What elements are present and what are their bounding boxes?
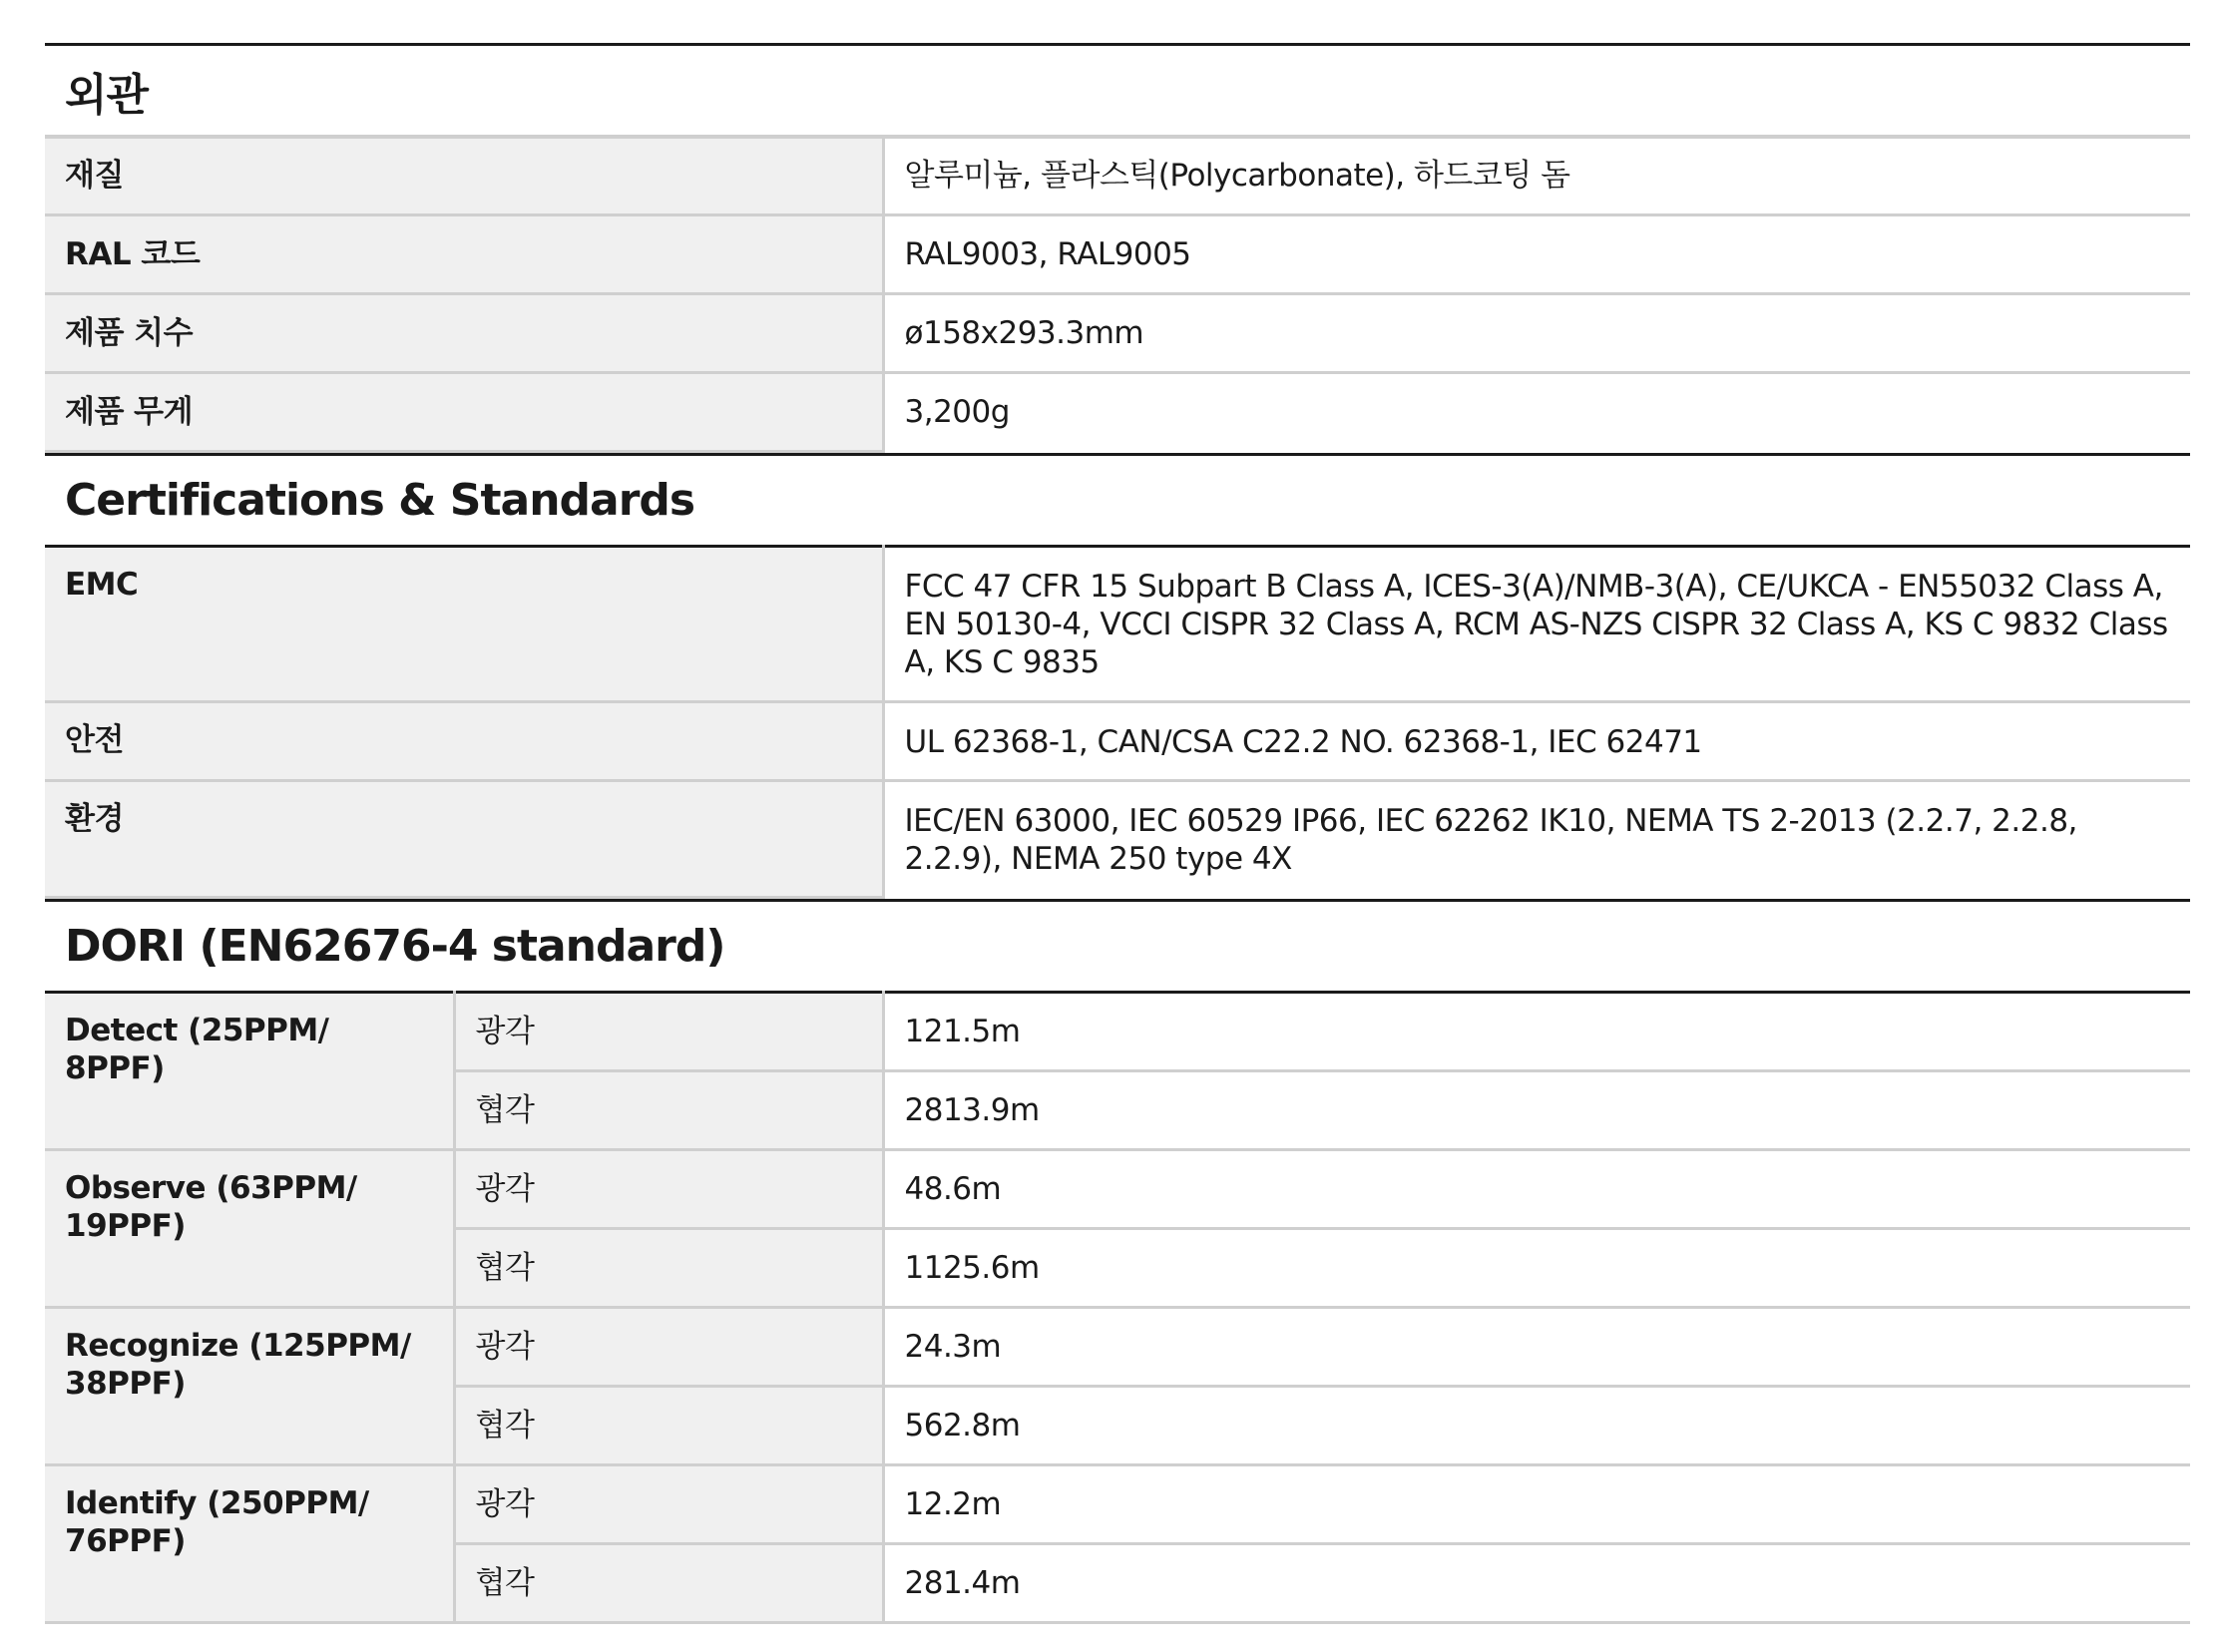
- row-label: RAL 코드: [45, 214, 883, 293]
- section-title-dori: DORI (EN62676-4 standard): [45, 899, 2190, 991]
- section-title-appearance: 외관: [45, 43, 2190, 135]
- section-title-certifications: Certifications & Standards: [45, 453, 2190, 545]
- row-value: UL 62368-1, CAN/CSA C22.2 NO. 62368-1, IEC 62471: [883, 701, 2190, 780]
- table-row: [45, 1464, 2190, 1543]
- wide-angle-value: 48.6m: [883, 1149, 2190, 1228]
- tele-angle-label: 협각: [454, 1543, 883, 1622]
- tele-angle-label: 협각: [454, 1070, 883, 1149]
- row-label: 안전: [45, 701, 883, 780]
- row-label: 환경: [45, 780, 883, 897]
- wide-angle-label: 광각: [454, 992, 883, 1070]
- dori-level-observe: Observe (63PPM/ 19PPF): [45, 1149, 454, 1307]
- row-label: 제품 치수: [45, 293, 883, 372]
- row-label: 재질: [45, 137, 883, 214]
- wide-angle-label: 광각: [454, 1149, 883, 1228]
- wide-angle-value: 121.5m: [883, 992, 2190, 1070]
- tele-angle-label: 협각: [454, 1228, 883, 1307]
- tele-angle-value: 2813.9m: [883, 1070, 2190, 1149]
- table-row: [45, 137, 2190, 214]
- table-row: [45, 992, 2190, 1070]
- wide-angle-value: 24.3m: [883, 1307, 2190, 1386]
- appearance-table: [45, 135, 2190, 453]
- dori-level-identify: Identify (250PPM/ 76PPF): [45, 1464, 454, 1622]
- wide-angle-label: 광각: [454, 1307, 883, 1386]
- tele-angle-value: 562.8m: [883, 1386, 2190, 1464]
- tele-angle-label: 협각: [454, 1386, 883, 1464]
- table-row: [45, 1149, 2190, 1228]
- row-value: 3,200g: [883, 372, 2190, 451]
- spec-sheet: [45, 43, 2190, 1624]
- table-row: [45, 293, 2190, 372]
- row-value: FCC 47 CFR 15 Subpart B Class A, ICES-3(A)/NMB-3(A), CE/UKCA - EN55032 Class A, EN 50130-4, VCCI CISPR 32 Class A, RCM AS-NZS CISPR 32 Class A, KS C 9832 Class A, KS C 9835: [883, 546, 2190, 701]
- row-value: 알루미늄, 플라스틱(Polycarbonate), 하드코팅 돔: [883, 137, 2190, 214]
- tele-angle-value: 1125.6m: [883, 1228, 2190, 1307]
- row-label: 제품 무게: [45, 372, 883, 451]
- table-row: [45, 701, 2190, 780]
- dori-level-recognize: Recognize (125PPM/ 38PPF): [45, 1307, 454, 1464]
- table-row: [45, 546, 2190, 701]
- row-value: IEC/EN 63000, IEC 60529 IP66, IEC 62262 IK10, NEMA TS 2-2013 (2.2.7, 2.2.8, 2.2.9), NEMA 250 type 4X: [883, 780, 2190, 897]
- wide-angle-value: 12.2m: [883, 1464, 2190, 1543]
- table-row: [45, 780, 2190, 897]
- dori-level-detect: Detect (25PPM/ 8PPF): [45, 992, 454, 1149]
- certifications-table: [45, 545, 2190, 899]
- tele-angle-value: 281.4m: [883, 1543, 2190, 1622]
- table-row: [45, 1307, 2190, 1386]
- row-value: RAL9003, RAL9005: [883, 214, 2190, 293]
- row-label: EMC: [45, 546, 883, 701]
- table-row: [45, 372, 2190, 451]
- dori-table: [45, 991, 2190, 1624]
- row-value: ø158x293.3mm: [883, 293, 2190, 372]
- wide-angle-label: 광각: [454, 1464, 883, 1543]
- table-row: [45, 214, 2190, 293]
